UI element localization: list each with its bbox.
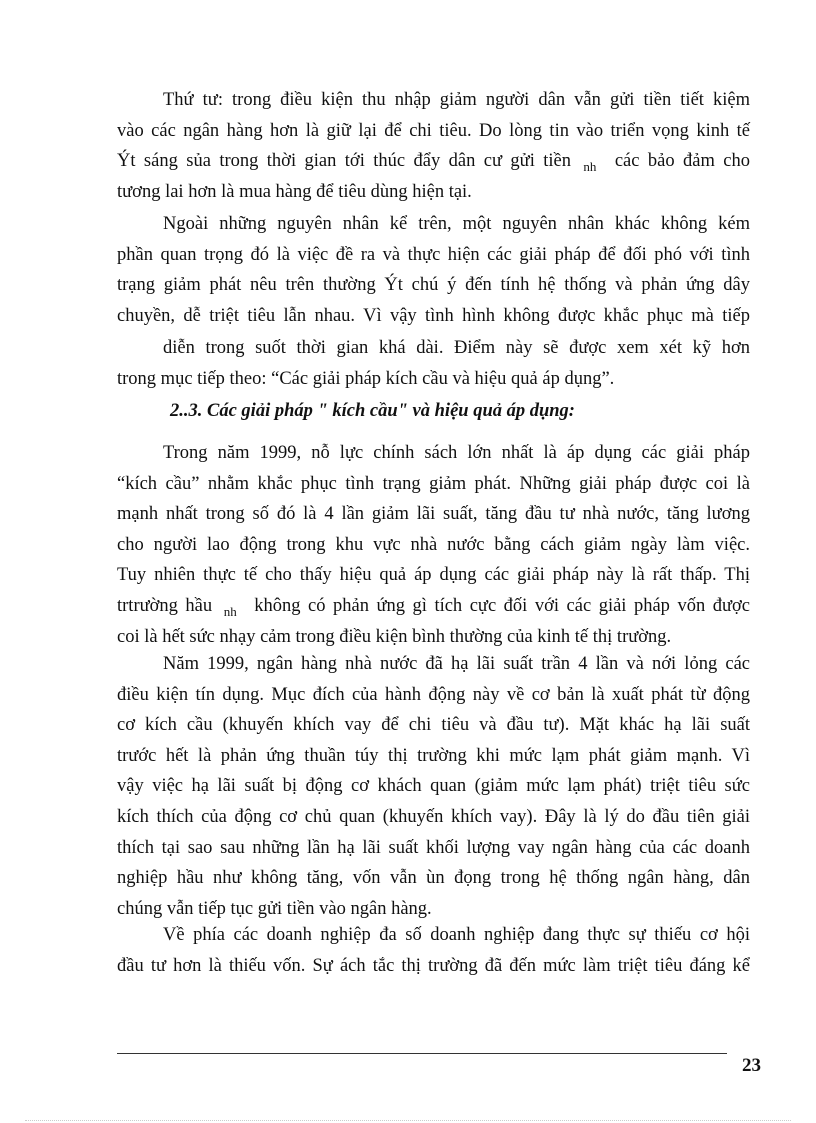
subscript-nh: nh [223, 603, 237, 619]
text-line: Năm 1999, ngân hàng nhà nước đã hạ lãi suất trần 4 lần và nới lỏng các [163, 654, 750, 674]
text-line: coi là hết sức nhạy cảm trong điều kiện bình thường của kinh tế thị trường. [117, 626, 672, 647]
text-line: mạnh nhất trong số đó là 4 lần giảm lãi suất, tăng đầu tư nhà nước, tăng lương [117, 504, 750, 525]
text-line: “kích cầu” nhằm khắc phục tình trạng giảm phát. Những giải pháp được coi là [117, 473, 750, 494]
page-number: 23 [742, 1055, 761, 1076]
text-line: chuyền, dễ triệt tiêu lẫn nhau. Vì vậy tình hình không được khắc phục mà tiếp [117, 305, 750, 326]
text-line: đầu tư hơn là thiếu vốn. Sự ách tắc thị trường đã đến mức làm triệt tiêu đáng kể [117, 955, 750, 976]
text-line: Về phía các doanh nghiệp đa số doanh nghiệp đang thực sự thiếu cơ hội [163, 925, 750, 945]
text-line: vậy việc hạ lãi suất bị động cơ khách quan (giảm mức lạm phát) triệt tiêu sức [117, 776, 750, 797]
text-line: trước hết là phản ứng thuần túy thị trường khi mức lạm phát giảm mạnh. Vì [117, 745, 750, 766]
text-line: trong mục tiếp theo: “Các giải pháp kích cầu và hiệu quả áp dụng”. [117, 368, 615, 389]
text-line: phần quan trọng đó là việc đề ra và thực hiện các giải pháp để đối phó với tình [117, 244, 750, 265]
text-line: trtrường hầu $_{nh}$ không có phản ứng gì tích cực đối với các giải pháp vốn được [117, 595, 751, 619]
section-heading: 2..3. Các giải pháp " kích cầu" và hiệu quả áp dụng: [170, 401, 575, 421]
text-line: cho người lao động trong khu vực nhà nước bằng cách giảm ngày làm việc. [117, 534, 750, 555]
text-line: Tuy nhiên thực tế cho thấy hiệu quả áp dụng các giải pháp này là rất thấp. Thị [117, 565, 750, 586]
paragraph-1 [117, 85, 750, 207]
text-line: điều kiện tín dụng. Mục đích của hành động này về cơ bản là xuất phát từ động [117, 684, 750, 705]
text-line: kích thích của động cơ chủ quan (khuyến khích vay). Đây là lý do đầu tiên giải [117, 806, 750, 827]
text-line: Ngoài những nguyên nhân kể trên, một nguyên nhân khác không kém [163, 214, 750, 234]
text-line: Thứ tư: trong điều kiện thu nhập giảm người dân vẫn gửi tiền tiết kiệm [163, 90, 750, 110]
text-line: diễn trong suốt thời gian khá dài. Điểm này sẽ được xem xét kỹ hơn [163, 338, 750, 358]
text-line: Trong năm 1999, nỗ lực chính sách lớn nhất là áp dụng các giải pháp [163, 443, 750, 463]
text-line: vào các ngân hàng hơn là giữ lại để chi tiêu. Do lòng tin vào triển vọng kinh tế [117, 120, 750, 141]
text-line: thích tại sao sau những lần hạ lãi suất khối lượng vay ngân hàng của các doanh [117, 837, 750, 858]
text-line: nghiệp hầu như không tăng, vốn vẫn ùn đọng trong hệ thống ngân hàng, dân [117, 868, 750, 889]
footer-rule [117, 1053, 727, 1054]
paragraph-6 [117, 920, 750, 981]
paragraph-2 [117, 209, 750, 331]
text-line: cơ kích cầu (khuyến khích vay để chi tiêu và đầu tư). Mặt khác hạ lãi suất [117, 715, 750, 736]
paragraph-4 [117, 438, 750, 652]
text-line: trạng giảm phát nêu trên thường Ýt chú ý đến tính hệ thống và phản ứng dây [117, 275, 750, 296]
page-bottom-dotted-line [25, 1120, 791, 1121]
text-line: tương lai hơn là mua hàng để tiêu dùng hiện tại. [117, 181, 472, 202]
text-line: Ýt sáng sủa trong thời gian tới thúc đẩy dân cư gửi tiền $_{nh}$ các bảo đảm cho [117, 151, 750, 175]
paragraph-3 [117, 333, 750, 394]
paragraph-5 [117, 649, 750, 924]
text-line: chúng vẫn tiếp tục gửi tiền vào ngân hàng. [117, 898, 432, 919]
subscript-nh: nh [583, 159, 597, 175]
